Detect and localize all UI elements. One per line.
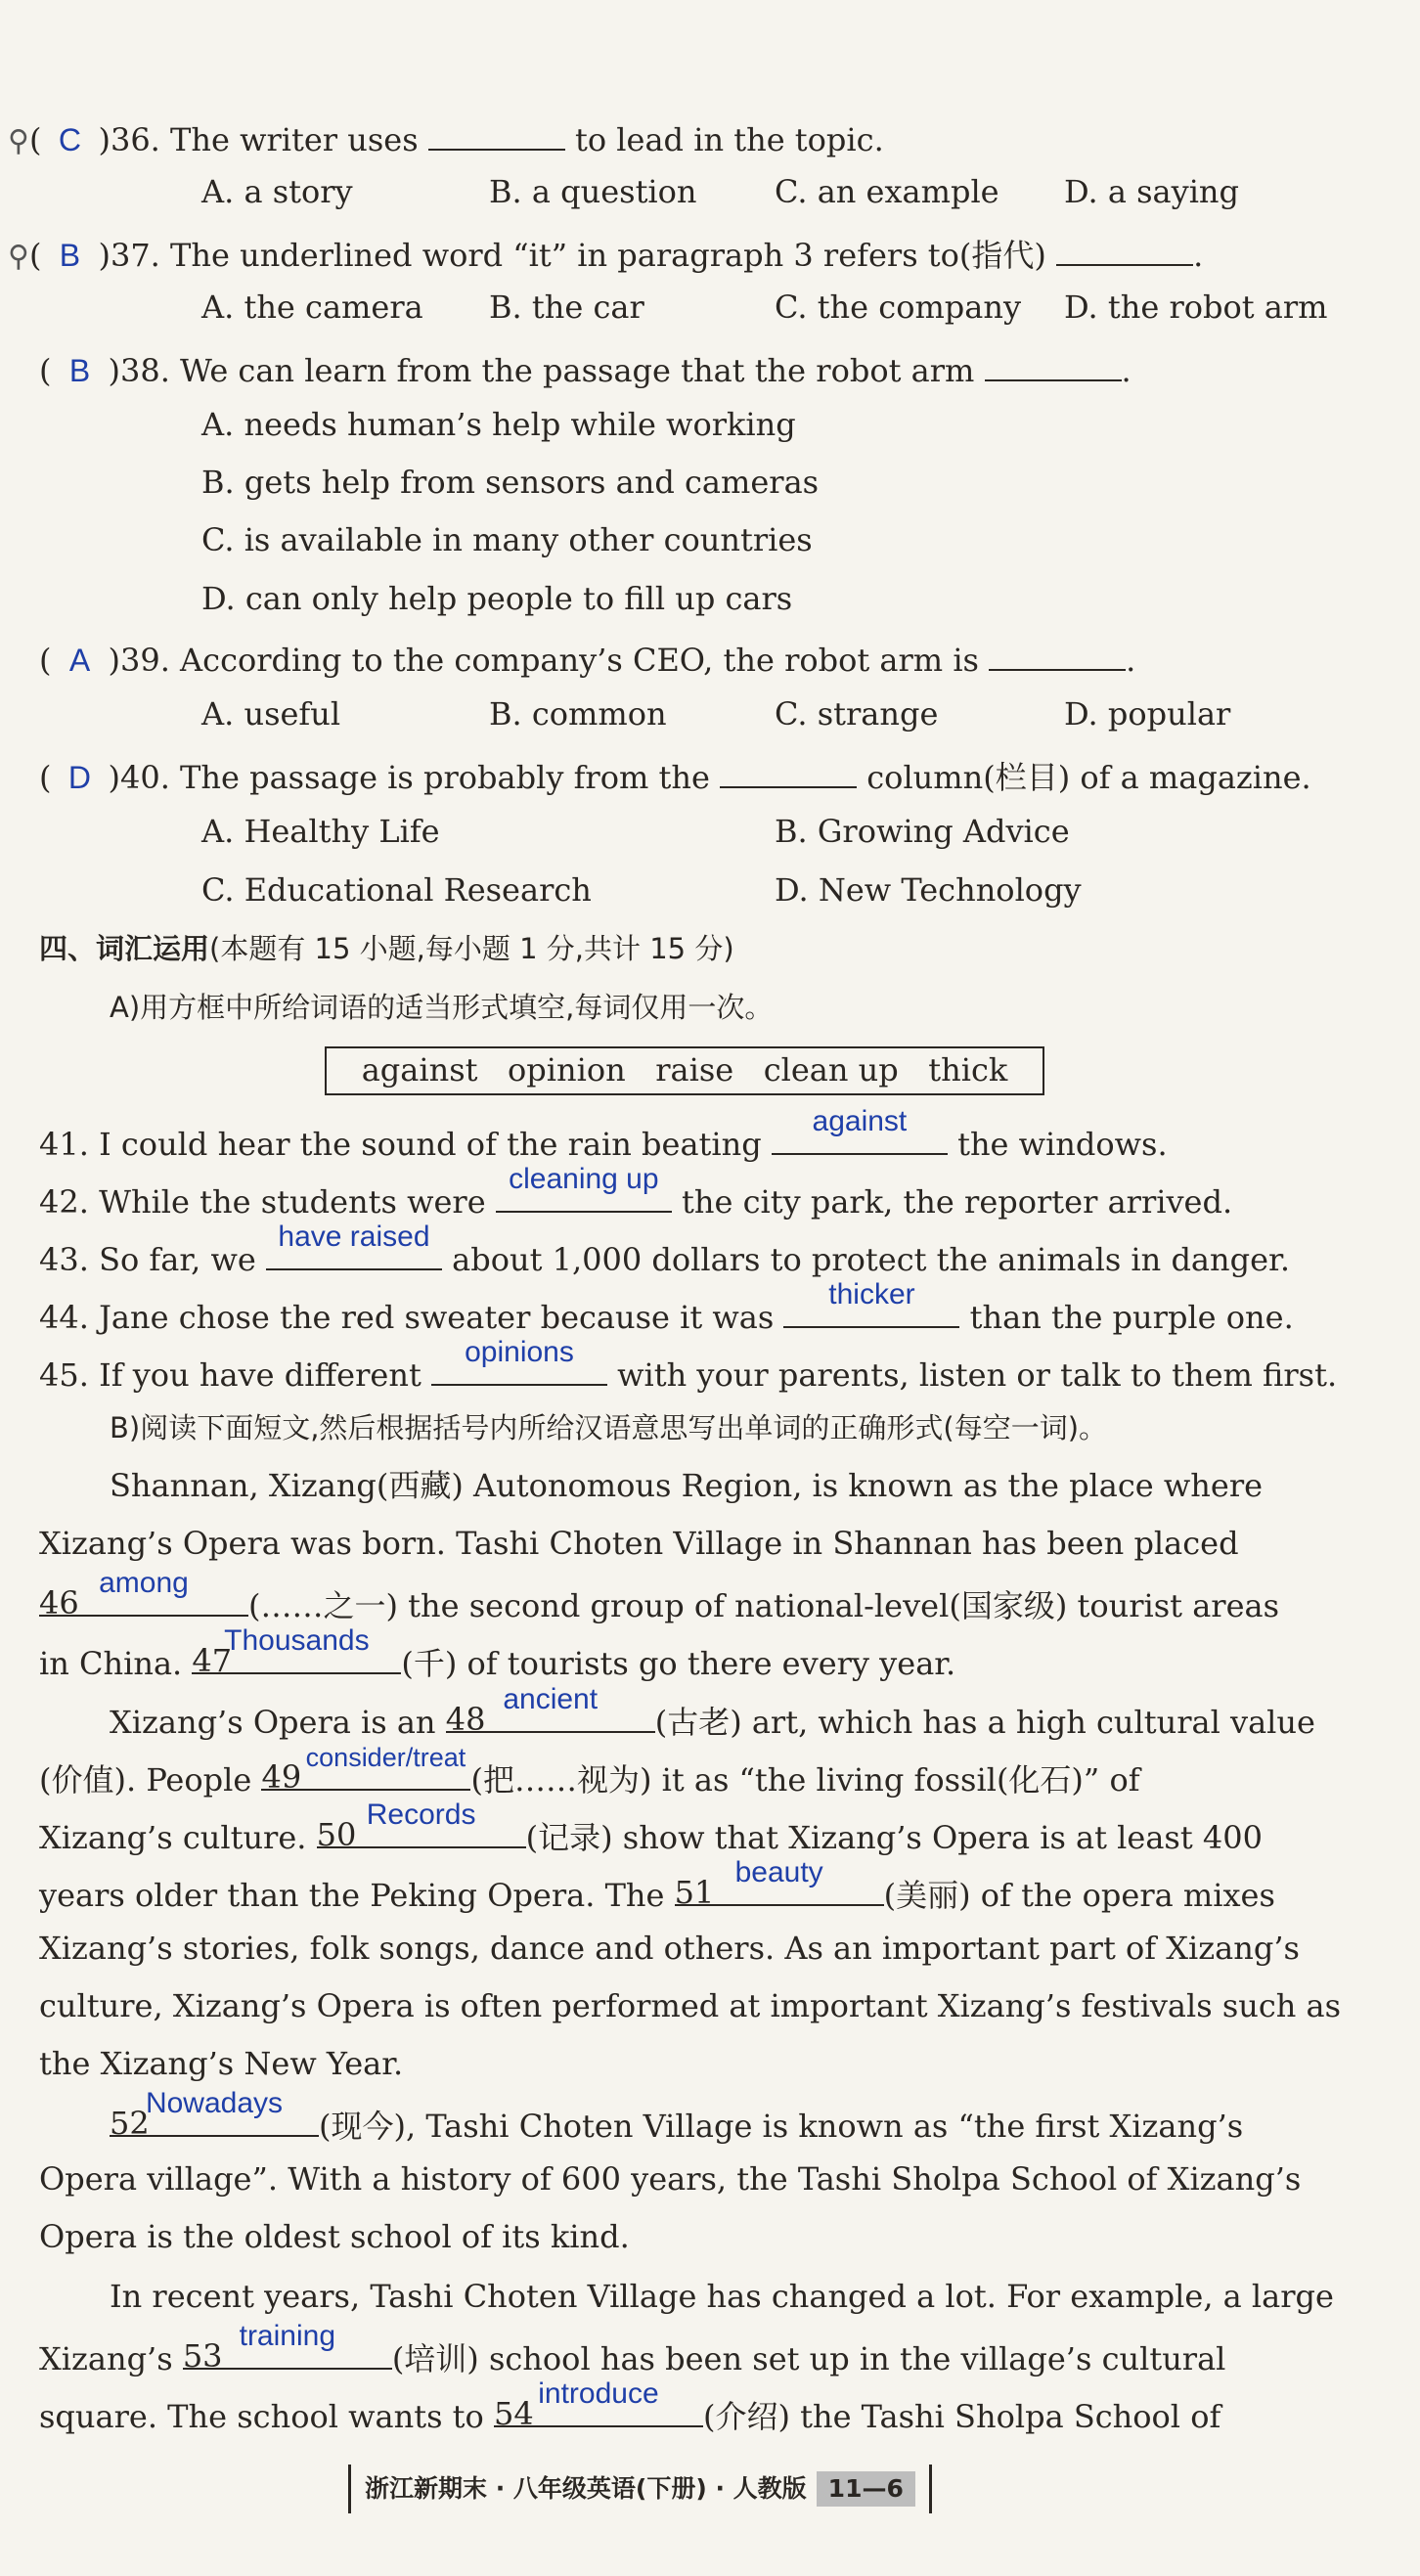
q36-stem: ⚲( C )36. The writer uses to lead in the topic.: [8, 113, 884, 163]
q38-stem: ( B )38. We can learn from the passage that the robot arm .: [39, 344, 1132, 392]
passage-line: Opera is the oldest school of its kind.: [39, 2218, 630, 2255]
passage-line-53: Xizang’s 53 training (培训) school has been set up in the village’s cultural: [39, 2332, 1225, 2380]
q38-option-c: C. is available in many other countries: [201, 521, 813, 558]
q37-option-a: A. the camera: [201, 289, 423, 326]
q40-option-a: A. Healthy Life: [201, 813, 440, 850]
q39-option-b: B. common: [489, 695, 667, 733]
q40-stem: ( D )40. The passage is probably from the column(栏目) of a magazine.: [39, 751, 1311, 799]
q39-option-c: C. strange: [775, 695, 939, 733]
passage-line-48: Xizang’s Opera is an 48 ancient (古老) art, which has a high cultural value: [110, 1696, 1315, 1744]
q40-answer: D: [67, 760, 92, 795]
passage-line: Shannan, Xizang(西藏) Autonomous Region, is known as the place where: [110, 1467, 1264, 1504]
q39-stem: ( A )39. According to the company’s CEO, the robot arm is .: [39, 634, 1135, 682]
section4-heading: 四、词汇运用(本题有 15 小题,每小题 1 分,共计 15 分): [39, 932, 734, 965]
q41: 41. I could hear the sound of the rain beating against the windows.: [39, 1118, 1168, 1166]
passage-line: Xizang’s Opera was born. Tashi Choten Village in Shannan has been placed: [39, 1525, 1239, 1562]
q39-answer: A: [68, 643, 91, 678]
q39-option-d: D. popular: [1064, 695, 1231, 733]
q36-option-c: C. an example: [775, 173, 999, 210]
q46-answer: among: [99, 1567, 189, 1599]
q37-option-d: D. the robot arm: [1064, 289, 1328, 326]
section4-part-b-instruction: B)阅读下面短文,然后根据括号内所给汉语意思写出单词的正确形式(每空一词)。: [110, 1411, 1108, 1444]
q52-answer: Nowadays: [145, 2087, 284, 2119]
q39-option-a: A. useful: [201, 695, 341, 733]
q37-answer: B: [59, 238, 81, 273]
word-box: against opinion raise clean up thick: [325, 1046, 1044, 1095]
passage-line: Xizang’s stories, folk songs, dance and others. As an important part of Xizang’s: [39, 1930, 1300, 1967]
passage-line: Opera village”. With a history of 600 years, the Tashi Sholpa School of Xizang’s: [39, 2160, 1302, 2198]
q38-answer: B: [68, 353, 91, 388]
q40-blank: [720, 751, 857, 788]
q44-answer: thicker: [828, 1278, 915, 1310]
pin-icon: ⚲: [8, 240, 29, 274]
q40-option-b: B. Growing Advice: [775, 813, 1070, 850]
q37-option-b: B. the car: [489, 289, 644, 326]
q40-option-d: D. New Technology: [775, 871, 1082, 909]
q48-answer: ancient: [503, 1683, 599, 1715]
q36-blank: [428, 113, 565, 151]
q37-stem: ⚲( B )37. The underlined word “it” in paragraph 3 refers to(指代) .: [8, 229, 1203, 279]
passage-line-50: Xizang’s culture. 50 Records (记录) show that Xizang’s Opera is at least 400: [39, 1811, 1263, 1859]
q36-answer: C: [58, 122, 82, 157]
q38-option-d: D. can only help people to fill up cars: [201, 580, 793, 617]
q51-answer: beauty: [734, 1856, 823, 1888]
q50-answer: Records: [366, 1799, 476, 1831]
q47-answer: Thousands: [224, 1624, 370, 1657]
q54-answer: introduce: [538, 2377, 659, 2410]
q40-option-c: C. Educational Research: [201, 871, 592, 909]
pin-icon: ⚲: [8, 124, 29, 158]
q49-answer: consider/treat: [305, 1743, 466, 1772]
q39-blank: [989, 634, 1126, 671]
q36-option-a: A. a story: [201, 173, 353, 210]
passage-line-49: (价值). People 49 consider/treat (把……视为) it as “the living fossil(化石)” of: [39, 1754, 1140, 1801]
q38-blank: [985, 344, 1122, 381]
q37-option-c: C. the company: [775, 289, 1022, 326]
passage-line-52: 52 Nowadays (现今), Tashi Choten Village is known as “the first Xizang’s: [110, 2100, 1243, 2148]
q45-answer: opinions: [465, 1336, 574, 1368]
q45: 45. If you have different opinions with your parents, listen or talk to them first.: [39, 1349, 1337, 1397]
q38-option-a: A. needs human’s help while working: [201, 406, 796, 443]
q42-answer: cleaning up: [509, 1163, 659, 1195]
passage-line-54: square. The school wants to 54 introduce (介绍) the Tashi Sholpa School of: [39, 2390, 1220, 2438]
q43-answer: have raised: [278, 1221, 430, 1253]
passage-line-47: in China. 47 Thousands (千) of tourists go there every year.: [39, 1637, 955, 1685]
q38-option-b: B. gets help from sensors and cameras: [201, 464, 820, 501]
q53-answer: training: [239, 2320, 336, 2352]
passage-line: culture, Xizang’s Opera is often performed at important Xizang’s festivals such as: [39, 1987, 1342, 2024]
q44: 44. Jane chose the red sweater because it was thicker than the purple one.: [39, 1291, 1294, 1339]
footer-title: 浙江新期末 · 八年级英语(下册) · 人教版: [365, 2474, 807, 2503]
section4-part-a-instruction: A)用方框中所给词语的适当形式填空,每词仅用一次。: [110, 991, 774, 1024]
q41-answer: against: [812, 1105, 908, 1137]
passage-line: the Xizang’s New Year.: [39, 2045, 404, 2082]
q36-option-b: B. a question: [489, 173, 697, 210]
passage-line-51: years older than the Peking Opera. The 51 beauty (美丽) of the opera mixes: [39, 1869, 1275, 1917]
passage-line-46: 46 among (……之一) the second group of national-level(国家级) tourist areas: [39, 1579, 1279, 1627]
page-footer: [348, 2465, 932, 2513]
q42: 42. While the students were cleaning up the city park, the reporter arrived.: [39, 1176, 1232, 1223]
q43: 43. So far, we have raised about 1,000 dollars to protect the animals in danger.: [39, 1233, 1290, 1281]
passage-line: In recent years, Tashi Choten Village has changed a lot. For example, a large: [110, 2278, 1334, 2315]
q37-blank: [1056, 229, 1193, 266]
q36-option-d: D. a saying: [1064, 173, 1240, 210]
page-number: 11—6: [817, 2471, 915, 2507]
